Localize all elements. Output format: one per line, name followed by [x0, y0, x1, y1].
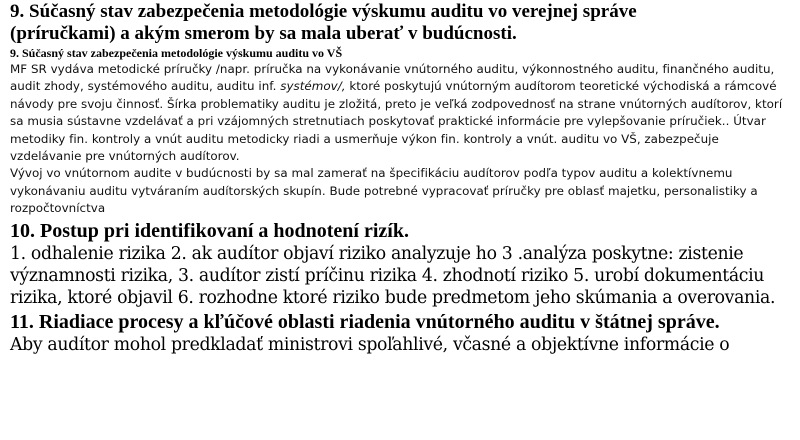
section-9-paragraph-1-part-1: MF SR vydáva metodické príručky /napr. príručka na vykonávanie vnútorného auditu, výkonnostného auditu, finančného auditu, audit zhody, systémového auditu, auditu inf.: [10, 62, 775, 94]
section-11-text: Aby audítor mohol predkladať ministrovi spoľahlivé, včasné a objektívne informácie o: [10, 334, 730, 355]
section-9-paragraph-2: Vývoj vo vnútornom audite v budúcnosti by sa mal zamerať na špecifikáciu audítorov podľa typov auditu a kolektívnemu vykonávaniu auditu vytváraním audítorských skupín. Bude potrebné vypracovať príručky pre oblasť majetku, personalistiky a rozpočtovníctva: [10, 166, 758, 216]
document-page: [10, 0, 794, 356]
section-9-paragraph-1: [10, 61, 794, 165]
section-10-heading: 10. Postup pri identifikovaní a hodnotení rizík.: [10, 219, 409, 242]
section-11-heading: 11. Riadiace procesy a kľúčové oblasti riadenia vnútorného auditu v štátnej správe.: [10, 310, 720, 333]
section-9-subheading: 9. Súčasný stav zabezpečenia metodológie výskumu auditu vo VŠ: [10, 46, 343, 60]
section-9-paragraph-1-italic: systémov/,: [280, 79, 346, 94]
section-9-heading: [10, 1, 794, 45]
section-9-paragraph-1-part-2: ktoré poskytujú vnútorným audítorom teoretické východiská a rámcové návody pre svoju činnosť. Šírka problematiky auditu je zložitá, preto je veľká zodpovednosť na strane vnútorných audítorov, ktorí sa musia sústavne vzdelávať a pri vzájomných stretnutiach poskytovať praktické informácie pre vylepšovanie príručiek.. Útvar metodiky fin. kontroly a vnút auditu metodicky riadi a usmerňuje výkon fin. kontroly a vnút. auditu vo VŠ, zabezpečuje vzdelávanie pre vnútorných audítorov.: [10, 79, 783, 164]
section-10-text: 1. odhalenie rizika 2. ak audítor objaví riziko analyzuje ho 3 .analýza poskytne: zistenie významnosti rizika, 3. audítor zistí príčinu rizika 4. zhodnotí riziko 5. urobí dokumentáciu rizika, ktoré objavil 6. rozhodne ktoré riziko bude predmetom jeho skúmania a overovania.: [10, 243, 776, 309]
section-9-heading-line-1: 9. Súčasný stav zabezpečenia metodológie výskumu auditu vo verejnej správe: [10, 1, 637, 22]
section-9-heading-line-2: (príručkami) a akým smerom by sa mala uberať v budúcnosti.: [10, 23, 517, 44]
